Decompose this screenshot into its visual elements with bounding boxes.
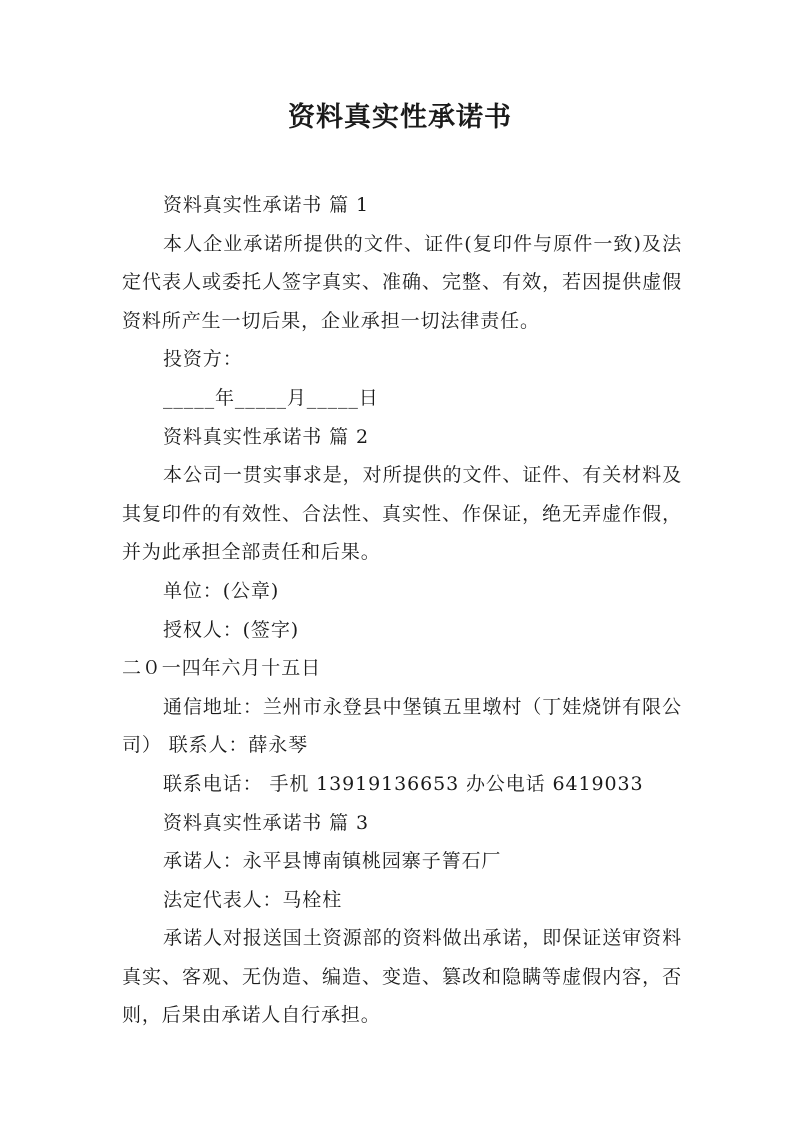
document-title: 资料真实性承诺书 (288, 102, 512, 133)
paragraph-commitment-2: 本公司一贯实事求是，对所提供的文件、证件、有关材料及其复印件的有效性、合法性、真实性、作保证，绝无弄虚作假，并为此承担全部责任和后果。 (122, 464, 682, 564)
contact-phone: 联系电话： 手机 13919136653 办公电话 6419033 (163, 772, 644, 795)
date-blank-line: _____年_____月_____日 (163, 386, 379, 409)
date-line: 二０一四年六月十五日 (122, 657, 322, 680)
paragraph-commitment-3: 承诺人对报送国土资源部的资料做出承诺，即保证送审资料真实、客观、无伪造、编造、变造、篡改和隐瞒等虚假内容，否则，后果由承诺人自行承担。 (122, 927, 682, 1027)
mailing-address: 通信地址：兰州市永登县中堡镇五里墩村（丁娃烧饼有限公司） 联系人：薛永琴 (122, 695, 682, 757)
section-heading-2: 资料真实性承诺书 篇 2 (163, 425, 369, 448)
authorizer-signature-line: 授权人：(签字) (163, 618, 300, 641)
promisor-line: 承诺人：永平县博南镇桃园寨子箐石厂 (163, 850, 502, 873)
document-body (122, 186, 682, 1035)
section-heading-3: 资料真实性承诺书 篇 3 (163, 811, 369, 834)
investor-label: 投资方： (163, 348, 243, 371)
section-heading-1: 资料真实性承诺书 篇 1 (163, 194, 369, 216)
unit-seal-line: 单位：(公章) (163, 579, 280, 602)
paragraph-commitment-1: 本人企业承诺所提供的文件、证件(复印件与原件一致)及法定代表人或委托人签字真实、准确、完整、有效，若因提供虚假资料所产生一切后果，企业承担一切法律责任。 (122, 232, 682, 332)
legal-representative-line: 法定代表人：马栓柱 (163, 888, 343, 911)
